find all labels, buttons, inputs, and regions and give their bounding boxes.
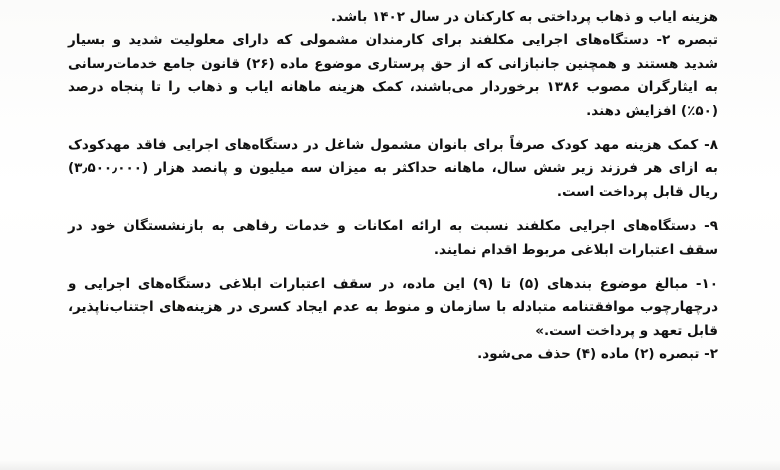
note-2-paragraph: تبصره ۲- دستگاه‌های اجرایی مکلفند برای کارمندان مشمولی که دارای معلولیت شدید و بسیار شدید هستند و همچنین جانبازانی که از حق پرستاری موضوع ماده (۲۶) قانون جامع خدمات‌رسانی به ایثارگران مصوب ۱۳۸۶ برخوردار می‌باشند، کمک هزینه ماهانه ایاب و ذهاب را تا پنجاه درصد (۵۰٪) افزایش دهند. — [68, 32, 718, 119]
paragraph-gap — [68, 204, 718, 215]
paragraph-ending: هزینه ایاب و ذهاب پرداختی به کارکنان در سال ۱۴۰۲ باشد. — [330, 9, 718, 25]
document-text — [68, 6, 718, 367]
item-9-paragraph: ۹- دستگاه‌های اجرایی مکلفند نسبت به ارائه امکانات و خدمات رفاهی به بازنشستگان خود در سقف اعتبارات ابلاغی مربوط اقدام نمایند. — [68, 218, 718, 258]
clause-2-paragraph: ۲- تبصره (۲) ماده (۴) حذف می‌شود. — [477, 346, 718, 363]
item-10-paragraph: ۱۰- مبالغ موضوع بندهای (۵) تا (۹) این ماده، در سقف اعتبارات ابلاغی دستگاه‌های اجرایی و درچهارچوب موافقتنامه متبادله با سازمان و منوط به عدم ایجاد کسری در هزینه‌های اجتناب‌ناپذیر، قابل تعهد و پرداخت است.» — [68, 276, 718, 339]
item-8-paragraph: ۸- کمک هزینه مهد کودک صرفاً برای بانوان مشمول شاغل در دستگاه‌های اجرایی فاقد مهدکودک به ازای هر فرزند زیر شش سال، ماهانه حداکثر به میزان سه میلیون و پانصد هزار (۳٫۵۰۰٫۰۰۰) ریال قابل پرداخت است. — [68, 137, 718, 200]
paragraph-gap — [68, 123, 718, 134]
page-edge-shadow — [0, 460, 780, 470]
paragraph-gap — [68, 262, 718, 273]
